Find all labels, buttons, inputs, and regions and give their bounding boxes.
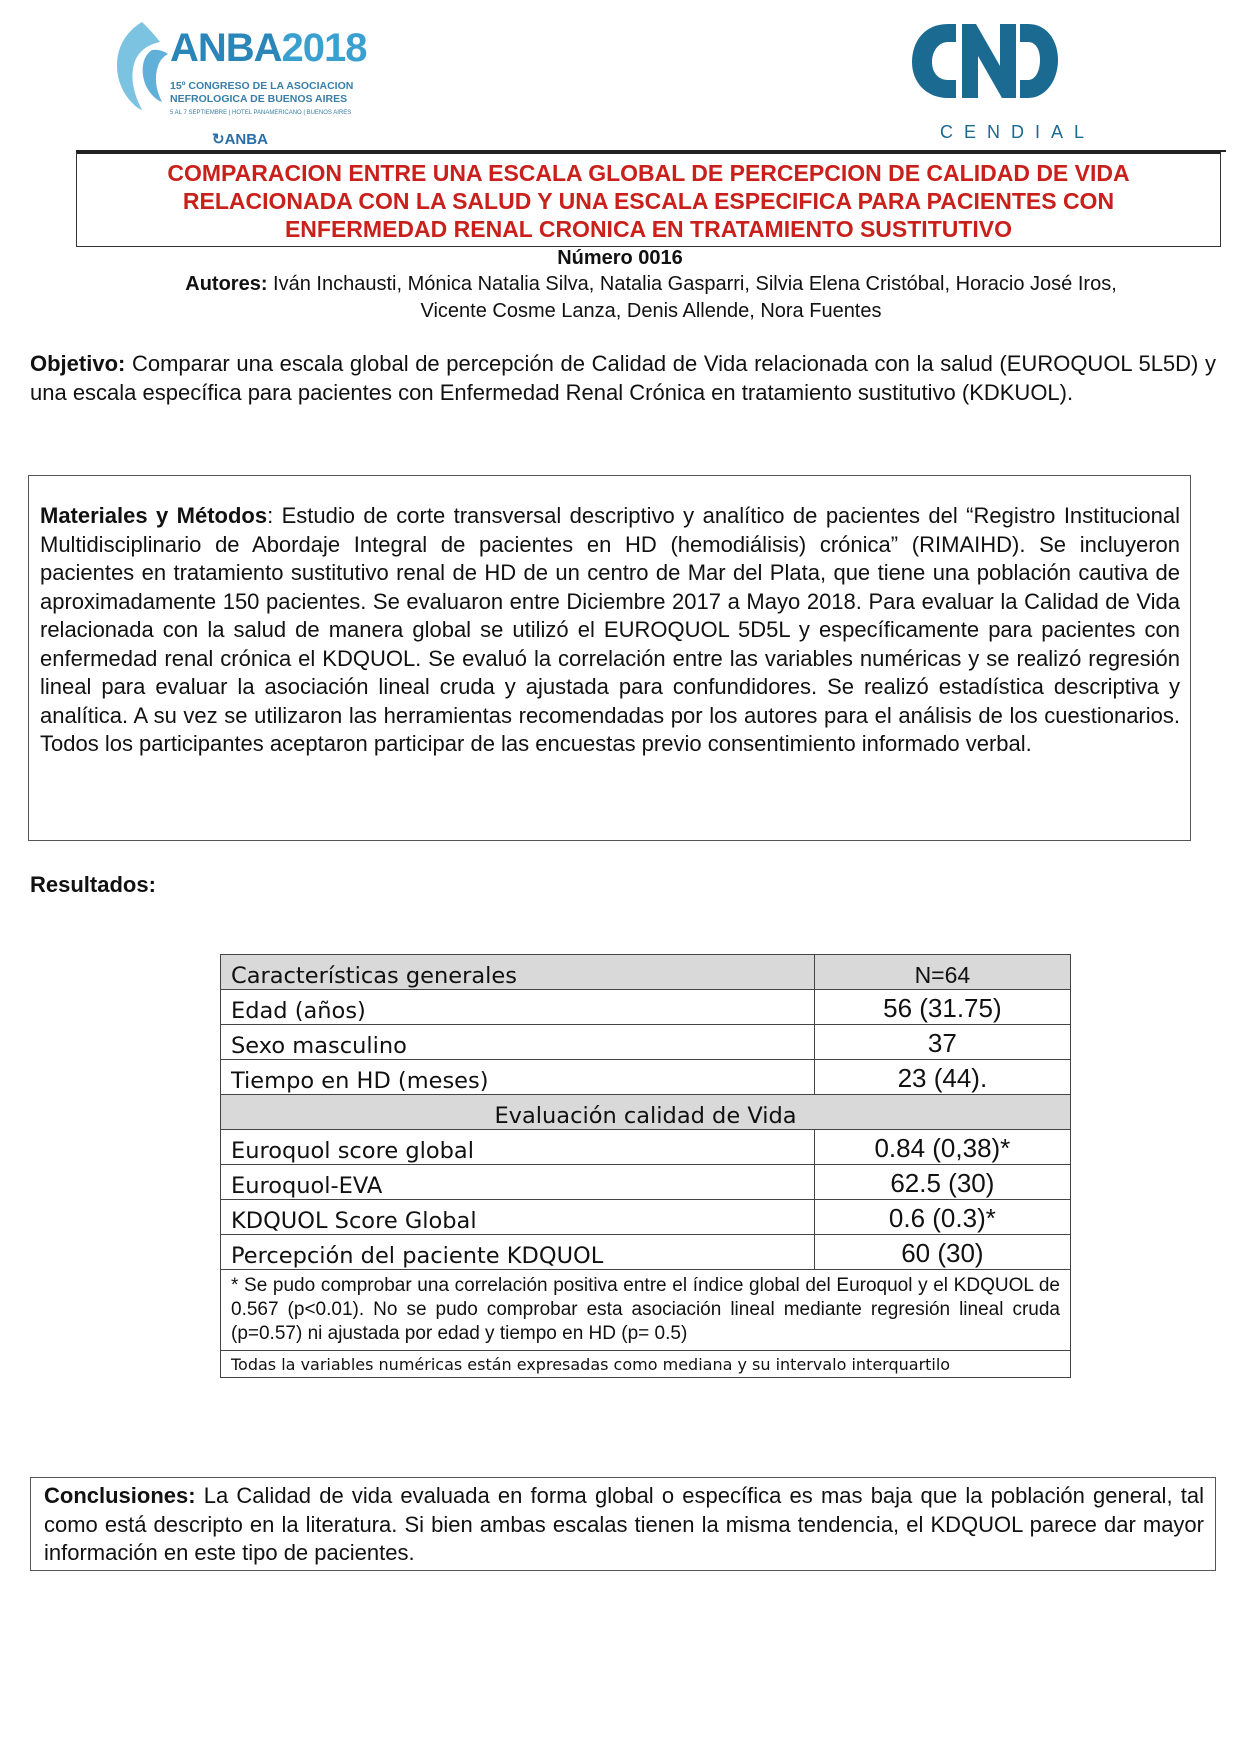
title-line-3: ENFERMEDAD RENAL CRONICA EN TRATAMIENTO SUSTITUTIVO	[284, 216, 1013, 242]
anba-date-line: 5 AL 7 SEPTIEMBRE | HOTEL PANAMERICANO | BUENOS AIRES	[170, 110, 352, 116]
conclusions-paragraph	[44, 1482, 1204, 1568]
objective-label: Objetivo:	[30, 351, 126, 376]
conclusions-label: Conclusiones:	[44, 1483, 196, 1508]
table-row: Tiempo en HD (meses) 23 (44).	[221, 1060, 1071, 1095]
results-table	[220, 954, 1071, 1378]
anba-small-mark: ↻ANBA	[212, 131, 268, 148]
table-header-row	[221, 955, 1071, 990]
cendial-logo	[900, 8, 1096, 142]
anba-swirl-icon: ↻	[212, 131, 225, 148]
table-header-label: Características generales	[221, 955, 815, 990]
title-line-1: COMPARACION ENTRE UNA ESCALA GLOBAL DE PERCEPCION DE CALIDAD DE VIDA	[167, 160, 1130, 186]
authors: Autores: Iván Inchausti, Mónica Natalia Silva, Natalia Gasparri, Silvia Elena Cristóbal, Horacio José Iros, Vicente Cosme Lanza, Denis Allende, Nora Fuentes	[185, 273, 1117, 322]
table-row: Percepción del paciente KDQUOL 60 (30)	[221, 1235, 1071, 1270]
anba-wordmark: ANBA2018	[170, 26, 367, 70]
objective-paragraph	[30, 350, 1216, 407]
anba-subtitle: 15º CONGRESO DE LA ASOCIACION NEFROLOGICA DE BUENOS AIRES	[170, 80, 354, 105]
table-section-row	[221, 1095, 1071, 1130]
table-row: Euroquol-EVA 62.5 (30)	[221, 1165, 1071, 1200]
table-row: Euroquol score global 0.84 (0,38)*	[221, 1130, 1071, 1165]
table-section-title: Evaluación calidad de Vida	[221, 1095, 1071, 1130]
results-heading: Resultados:	[30, 872, 156, 897]
objective-text: Comparar una escala global de percepción de Calidad de Vida relacionada con la salud (EUROQUOL 5L5D) y una escala específica para pacientes con Enfermedad Renal Crónica en tratamiento sustitutivo (KDKUOL).	[30, 351, 1216, 405]
abstract-number: Número 0016	[557, 247, 683, 269]
methods-paragraph	[40, 502, 1180, 759]
kidney-drop-icon	[112, 20, 172, 112]
conclusions-text: La Calidad de vida evaluada en forma global o específica es mas baja que la población general, tal como está descripto en la literatura. Si bien ambas escalas tienen la misma tendencia, el KDQUOL parece dar mayor información en este tipo de pacientes.	[44, 1483, 1204, 1565]
table-row: Edad (años) 56 (31.75)	[221, 990, 1071, 1025]
methods-text: : Estudio de corte transversal descriptivo y analítico de pacientes del “Registro Institucional Multidisciplinario de Abordaje Integral de pacientes en HD (hemodiálisis) crónica” (RIMAIHD). Se incluyeron pacientes en tratamiento sustitutivo renal de HD de un centro de Mar del Plata, que tiene una población cautiva de aproximadamente 150 pacientes. Se evaluaron entre Diciembre 2017 a Mayo 2018. Para evaluar la Calidad de Vida relacionada con la salud de manera global se utilizó el EUROQUOL 5D5L y específicamente para pacientes con enfermedad renal crónica el KDQUOL. Se evaluó la correlación entre las variables numéricas y se realizó regresión lineal para evaluar la asociación lineal cruda y ajustada para confundidores. Se realizó estadística descriptiva y analítica. A su vez se utilizaron las herramientas recomendadas por los autores para el análisis de los cuestionarios. Todos los participantes aceptaron participar de las encuestas previo consentimiento informado verbal.	[40, 503, 1180, 756]
table-footnote: Todas la variables numéricas están expresadas como mediana y su intervalo interquartilo	[221, 1351, 1071, 1378]
title-box	[76, 152, 1221, 247]
table-row: KDQUOL Score Global 0.6 (0.3)*	[221, 1200, 1071, 1235]
title-line-2: RELACIONADA CON LA SALUD Y UNA ESCALA ESPECIFICA PARA PACIENTES CON	[182, 188, 1115, 214]
table-note: * Se pudo comprobar una correlación positiva entre el índice global del Euroquol y el KDQUOL de 0.567 (p<0.01). No se pudo comprobar esta asociación lineal mediante regresión lineal cruda (p=0.57) ni ajustada por edad y tiempo en HD (p= 0.5)	[221, 1270, 1071, 1351]
cendial-wordmark: CENDIAL	[940, 122, 1096, 142]
table-note-row	[221, 1270, 1071, 1351]
cnd-mark-icon	[904, 10, 1064, 110]
table-row: Sexo masculino 37	[221, 1025, 1071, 1060]
table-footnote-row	[221, 1351, 1071, 1378]
table-header-n: N=64	[814, 955, 1070, 990]
anba-congress-logo	[112, 14, 382, 148]
methods-label: Materiales y Métodos	[40, 503, 268, 528]
